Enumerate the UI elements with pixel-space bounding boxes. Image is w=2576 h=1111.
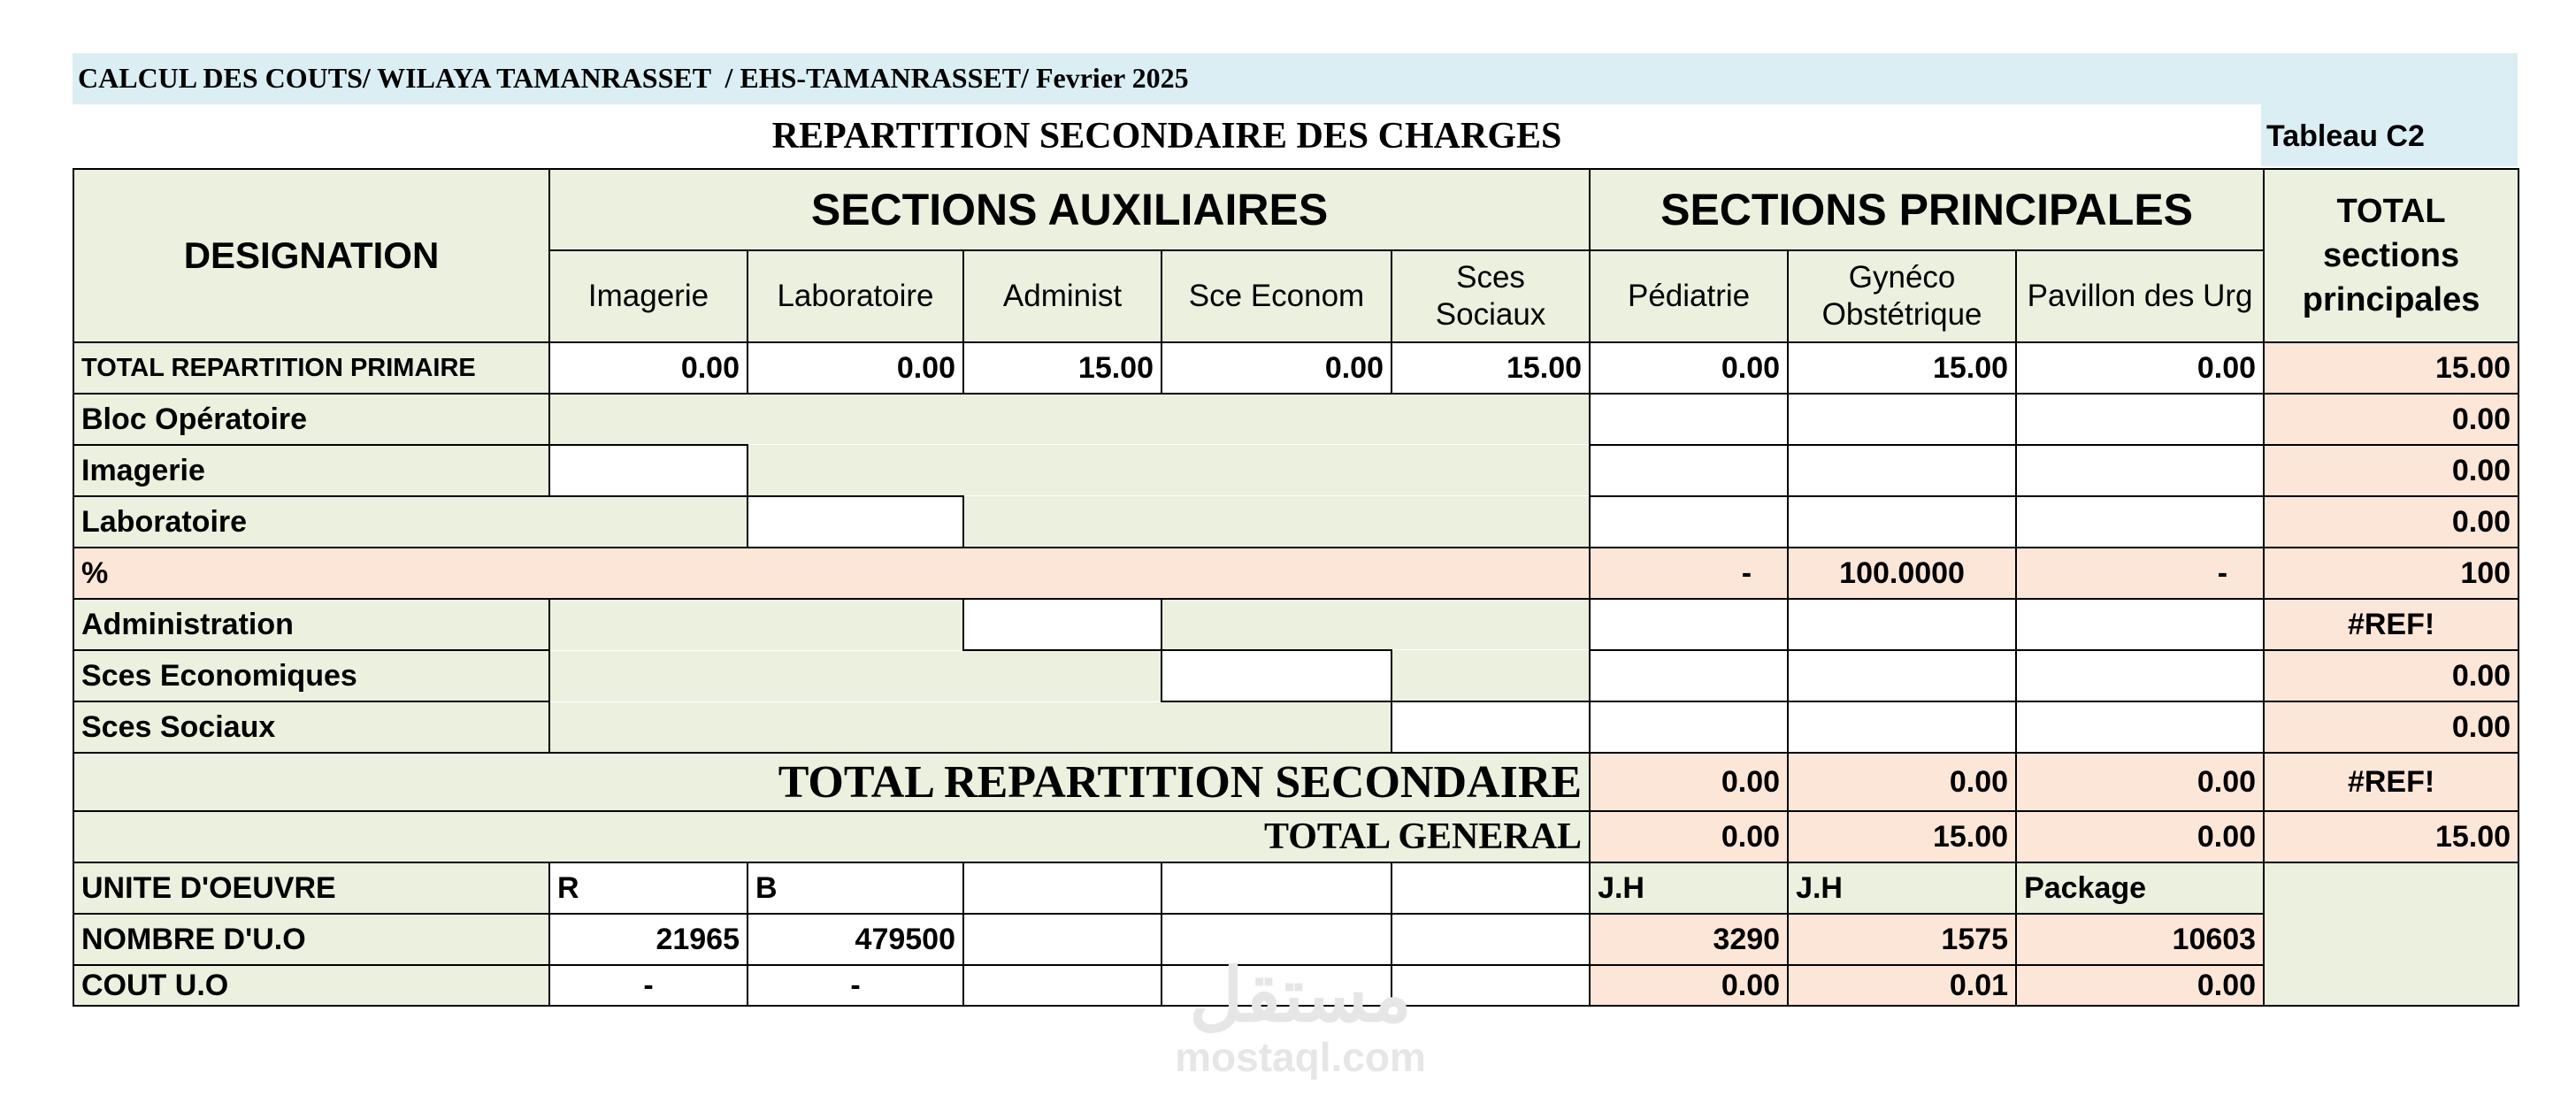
col-sces-sociaux: Sces Sociaux [1392,250,1590,342]
table-cell: 479500 [748,914,963,965]
table-cell: J.H [1788,862,2016,914]
table-cell: 15.00 [1788,342,2016,394]
total-general-label: TOTAL GENERAL [73,811,1590,862]
input-cell [1590,650,1788,701]
input-cell [1788,599,2016,650]
total-cell: 100 [2264,548,2518,599]
row-label: Sces Economiques [73,650,549,701]
col-pediatrie: Pédiatrie [1590,250,1788,342]
table-cell: - [748,965,963,1006]
table-row [73,650,2518,701]
report-header: CALCUL DES COUTS/ WILAYA TAMANRASSET / EHS-TAMANRASSET/ Fevrier 2025 [78,62,1189,94]
input-cell [1392,914,1590,965]
page-title: REPARTITION SECONDAIRE DES CHARGES [771,116,1562,157]
row-label: Sces Sociaux [73,701,549,753]
total-secondaire-label: TOTAL REPARTITION SECONDAIRE [73,753,1590,811]
table-cell: B [748,862,963,914]
input-cell [1788,445,2016,496]
empty-cell [2264,862,2518,1006]
table-cell: J.H [1590,862,1788,914]
table-cell: 0.00 [549,342,748,394]
row-label: NOMBRE D'U.O [73,914,549,965]
table-cell: 0.00 [1590,753,1788,811]
input-cell [1392,965,1590,1006]
total-cell: #REF! [2264,753,2518,811]
table-cell: 100.0000 [1788,548,2016,599]
input-cell [963,914,1162,965]
table-row [73,811,2518,862]
empty-cell [748,445,1590,496]
col-imagerie: Imagerie [549,250,748,342]
row-label: % [73,548,1590,599]
row-label: COUT U.O [73,965,549,1006]
total-cell: 0.00 [2264,701,2518,753]
total-cell: 0.00 [2264,394,2518,445]
input-cell [963,965,1162,1006]
input-cell [1162,650,1392,701]
table-row [73,914,2518,965]
input-cell [1788,701,2016,753]
total-cell: 15.00 [2264,342,2518,394]
table-cell: - [2016,548,2264,599]
table-row [73,965,2518,1006]
table-cell: 0.00 [748,342,963,394]
input-cell [1788,394,2016,445]
input-cell [1392,701,1590,753]
empty-cell [549,394,1590,445]
col-administ: Administ [963,250,1162,342]
input-cell [1590,445,1788,496]
table-row [73,599,2518,650]
table-cell: 15.00 [1392,342,1590,394]
input-cell [1162,914,1392,965]
input-cell [2016,650,2264,701]
table-cell: 15.00 [963,342,1162,394]
row-label: Laboratoire [73,496,748,548]
input-cell [1162,862,1392,914]
table-row [73,548,2518,599]
watermark-logo: مستقل [1189,954,1412,1037]
input-cell [1590,394,1788,445]
input-cell [2016,599,2264,650]
input-cell [1788,496,2016,548]
table-cell: 0.00 [1788,753,2016,811]
table-cell: - [1590,548,1788,599]
table-cell: 1575 [1788,914,2016,965]
empty-cell [549,701,1392,753]
table-cell: R [549,862,748,914]
empty-cell [963,496,1590,548]
table-row [73,496,2518,548]
input-cell [1590,599,1788,650]
table-row [73,342,2518,394]
table-cell: 3290 [1590,914,1788,965]
total-sections-header: TOTAL sections principales [2264,169,2518,342]
table-cell: 10603 [2016,914,2264,965]
total-cell: 0.00 [2264,650,2518,701]
col-sce-econom: Sce Econom [1162,250,1392,342]
empty-cell [1392,650,1590,701]
input-cell [549,445,748,496]
input-cell [963,599,1162,650]
table-cell: 0.01 [1788,965,2016,1006]
table-row [73,394,2518,445]
table-cell: 0.00 [2016,753,2264,811]
input-cell [1590,496,1788,548]
input-cell [963,862,1162,914]
col-laboratoire: Laboratoire [748,250,963,342]
input-cell [2016,496,2264,548]
table-cell: 0.00 [2016,342,2264,394]
empty-cell [549,599,963,650]
charges-table [73,168,2519,1007]
input-cell [1590,701,1788,753]
input-cell [2016,394,2264,445]
tableau-label: Tableau C2 [2266,119,2425,153]
input-cell [2016,445,2264,496]
table-cell: 21965 [549,914,748,965]
col-pavillon: Pavillon des Urg [2016,250,2264,342]
input-cell [1788,650,2016,701]
sections-principales-header: SECTIONS PRINCIPALES [1590,169,2264,250]
total-cell: 15.00 [2264,811,2518,862]
table-row [73,753,2518,811]
table-cell: 0.00 [1590,342,1788,394]
table-cell: 0.00 [1590,811,1788,862]
empty-cell [1162,599,1590,650]
table-cell: 0.00 [1590,965,1788,1006]
row-label: Imagerie [73,445,549,496]
watermark-url: mostaql.com [1175,1034,1426,1080]
row-label: Administration [73,599,549,650]
input-cell [1162,965,1392,1006]
col-gyneco: Gynéco Obstétrique [1788,250,2016,342]
total-cell: 0.00 [2264,496,2518,548]
table-cell: 0.00 [2016,811,2264,862]
table-row [73,445,2518,496]
table-cell: 0.00 [2016,965,2264,1006]
table-cell: 15.00 [1788,811,2016,862]
sections-auxiliaires-header: SECTIONS AUXILIAIRES [549,169,1590,250]
total-cell: 0.00 [2264,445,2518,496]
designation-header: DESIGNATION [73,169,549,342]
input-cell [748,496,963,548]
total-cell: #REF! [2264,599,2518,650]
row-label: UNITE D'OEUVRE [73,862,549,914]
table-cell: - [549,965,748,1006]
row-label: Bloc Opératoire [73,394,549,445]
table-cell: 0.00 [1162,342,1392,394]
input-cell [1392,862,1590,914]
row-label: TOTAL REPARTITION PRIMAIRE [73,342,549,394]
table-row [73,862,2518,914]
empty-cell [549,650,1162,701]
input-cell [2016,701,2264,753]
table-row [73,701,2518,753]
table-cell: Package [2016,862,2264,914]
